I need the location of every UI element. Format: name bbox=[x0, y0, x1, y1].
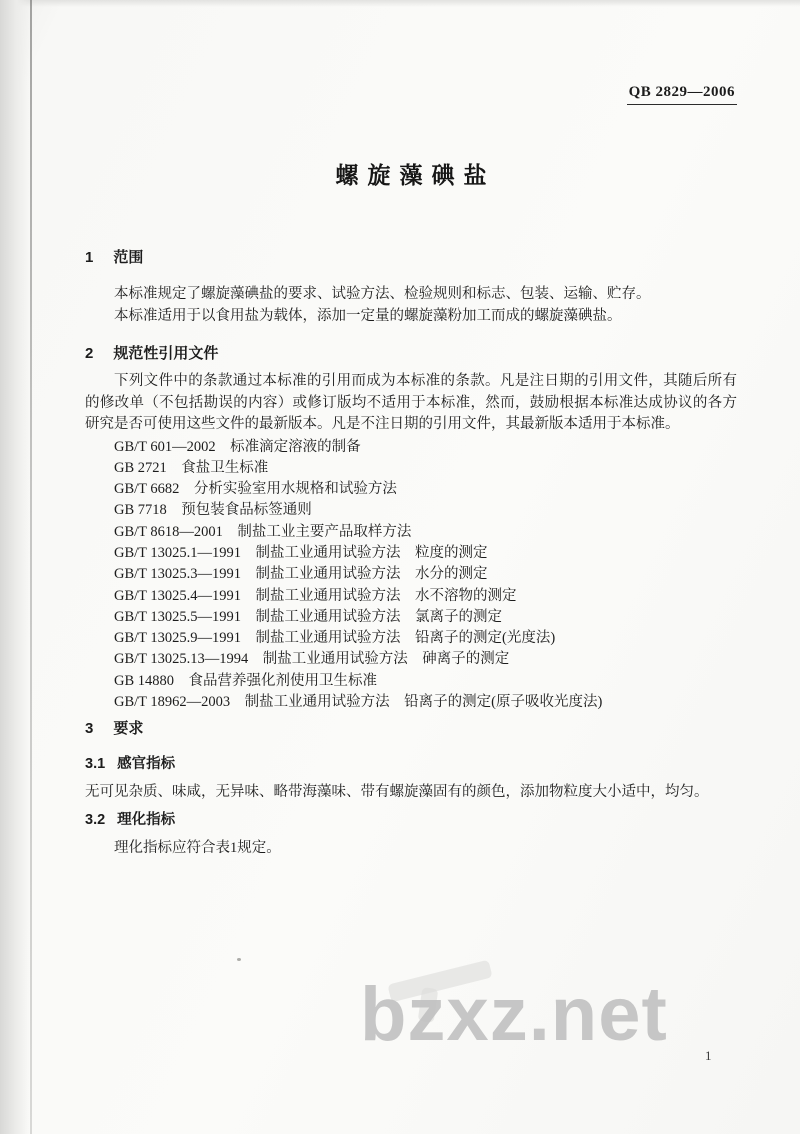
reference-list bbox=[85, 437, 737, 714]
scope-paragraph-1: 本标准规定了螺旋藻碘盐的要求、试验方法、检验规则和标志、包装、运输、贮存。 bbox=[114, 286, 651, 302]
reference-item: GB 14880 食品营养强化剂使用卫生标准 bbox=[114, 672, 378, 689]
reference-item: GB/T 18962—2003 制盐工业通用试验方法 铅离子的测定(原子吸收光度法) bbox=[114, 694, 603, 711]
reference-item: GB/T 13025.9—1991 制盐工业通用试验方法 铅离子的测定(光度法) bbox=[114, 630, 556, 647]
scan-left-shadow bbox=[0, 0, 30, 1134]
section-1-number: 1 bbox=[85, 249, 94, 266]
section-2-title: 规范性引用文件 bbox=[113, 345, 219, 362]
reference-item: GB/T 13025.1—1991 制盐工业通用试验方法 粒度的测定 bbox=[114, 544, 488, 561]
section-3-heading bbox=[85, 719, 737, 739]
subsection-3-1-title: 感官指标 bbox=[117, 756, 176, 773]
sensory-requirements-text: 无可见杂质、味咸，无异味、略带海藻味、带有螺旋藻固有的颜色，添加物粒度大小适中，均匀。 bbox=[85, 784, 709, 801]
scan-speck bbox=[237, 958, 241, 961]
subsection-3-1-heading bbox=[85, 755, 737, 774]
section-2-number: 2 bbox=[85, 345, 94, 362]
reference-item: GB/T 13025.13—1994 制盐工业通用试验方法 砷离子的测定 bbox=[114, 651, 510, 668]
section-2-heading bbox=[85, 344, 737, 364]
section-3-title: 要求 bbox=[113, 720, 144, 738]
reference-item: GB/T 8618—2001 制盐工业主要产品取样方法 bbox=[114, 523, 412, 540]
standard-number: QB 2829—2006 bbox=[627, 84, 737, 105]
watermark-text: bzxz.net bbox=[360, 972, 668, 1057]
subsection-3-2-heading bbox=[85, 811, 737, 830]
standard-number-header bbox=[85, 84, 737, 105]
subsection-3-1-number: 3.1 bbox=[85, 756, 106, 773]
scan-page-edge-line bbox=[30, 0, 32, 1134]
reference-item: GB/T 13025.3—1991 制盐工业通用试验方法 水分的测定 bbox=[114, 566, 488, 583]
references-intro-paragraph: 下列文件中的条款通过本标准的引用而成为本标准的条款。凡是注日期的引用文件，其随后所有的修改单（不包括勘误的内容）或修订版均不适用于本标准，然而，鼓励根据本标准达成协议的各方研究是否可使用这些文件的最新版本。凡是不注日期的引用文件，其最新版本适用于本标准。 bbox=[85, 373, 737, 432]
page-number: 1 bbox=[705, 1048, 712, 1063]
reference-item: GB/T 601—2002 标准滴定溶液的制备 bbox=[114, 438, 361, 455]
section-1-heading bbox=[85, 248, 737, 268]
document-title: 螺旋藻碘盐 bbox=[335, 162, 496, 188]
reference-item: GB/T 6682 分析实验室用水规格和试验方法 bbox=[114, 481, 397, 498]
scope-paragraph-2: 本标准适用于以食用盐为载体，添加一定量的螺旋藻粉加工而成的螺旋藻碘盐。 bbox=[114, 308, 622, 324]
subsection-3-2-title: 理化指标 bbox=[117, 812, 176, 829]
physchem-requirements-text: 理化指标应符合表1规定。 bbox=[114, 840, 281, 857]
section-3-number: 3 bbox=[85, 720, 94, 738]
reference-item: GB/T 13025.5—1991 制盐工业通用试验方法 氯离子的测定 bbox=[114, 608, 503, 625]
subsection-3-2-number: 3.2 bbox=[85, 812, 106, 829]
reference-item: GB/T 13025.4—1991 制盐工业通用试验方法 水不溶物的测定 bbox=[114, 587, 517, 604]
reference-item: GB 2721 食盐卫生标准 bbox=[114, 459, 269, 476]
section-1-title: 范围 bbox=[113, 249, 144, 266]
reference-item: GB 7718 预包装食品标签通则 bbox=[114, 502, 312, 519]
document-content bbox=[85, 0, 737, 859]
